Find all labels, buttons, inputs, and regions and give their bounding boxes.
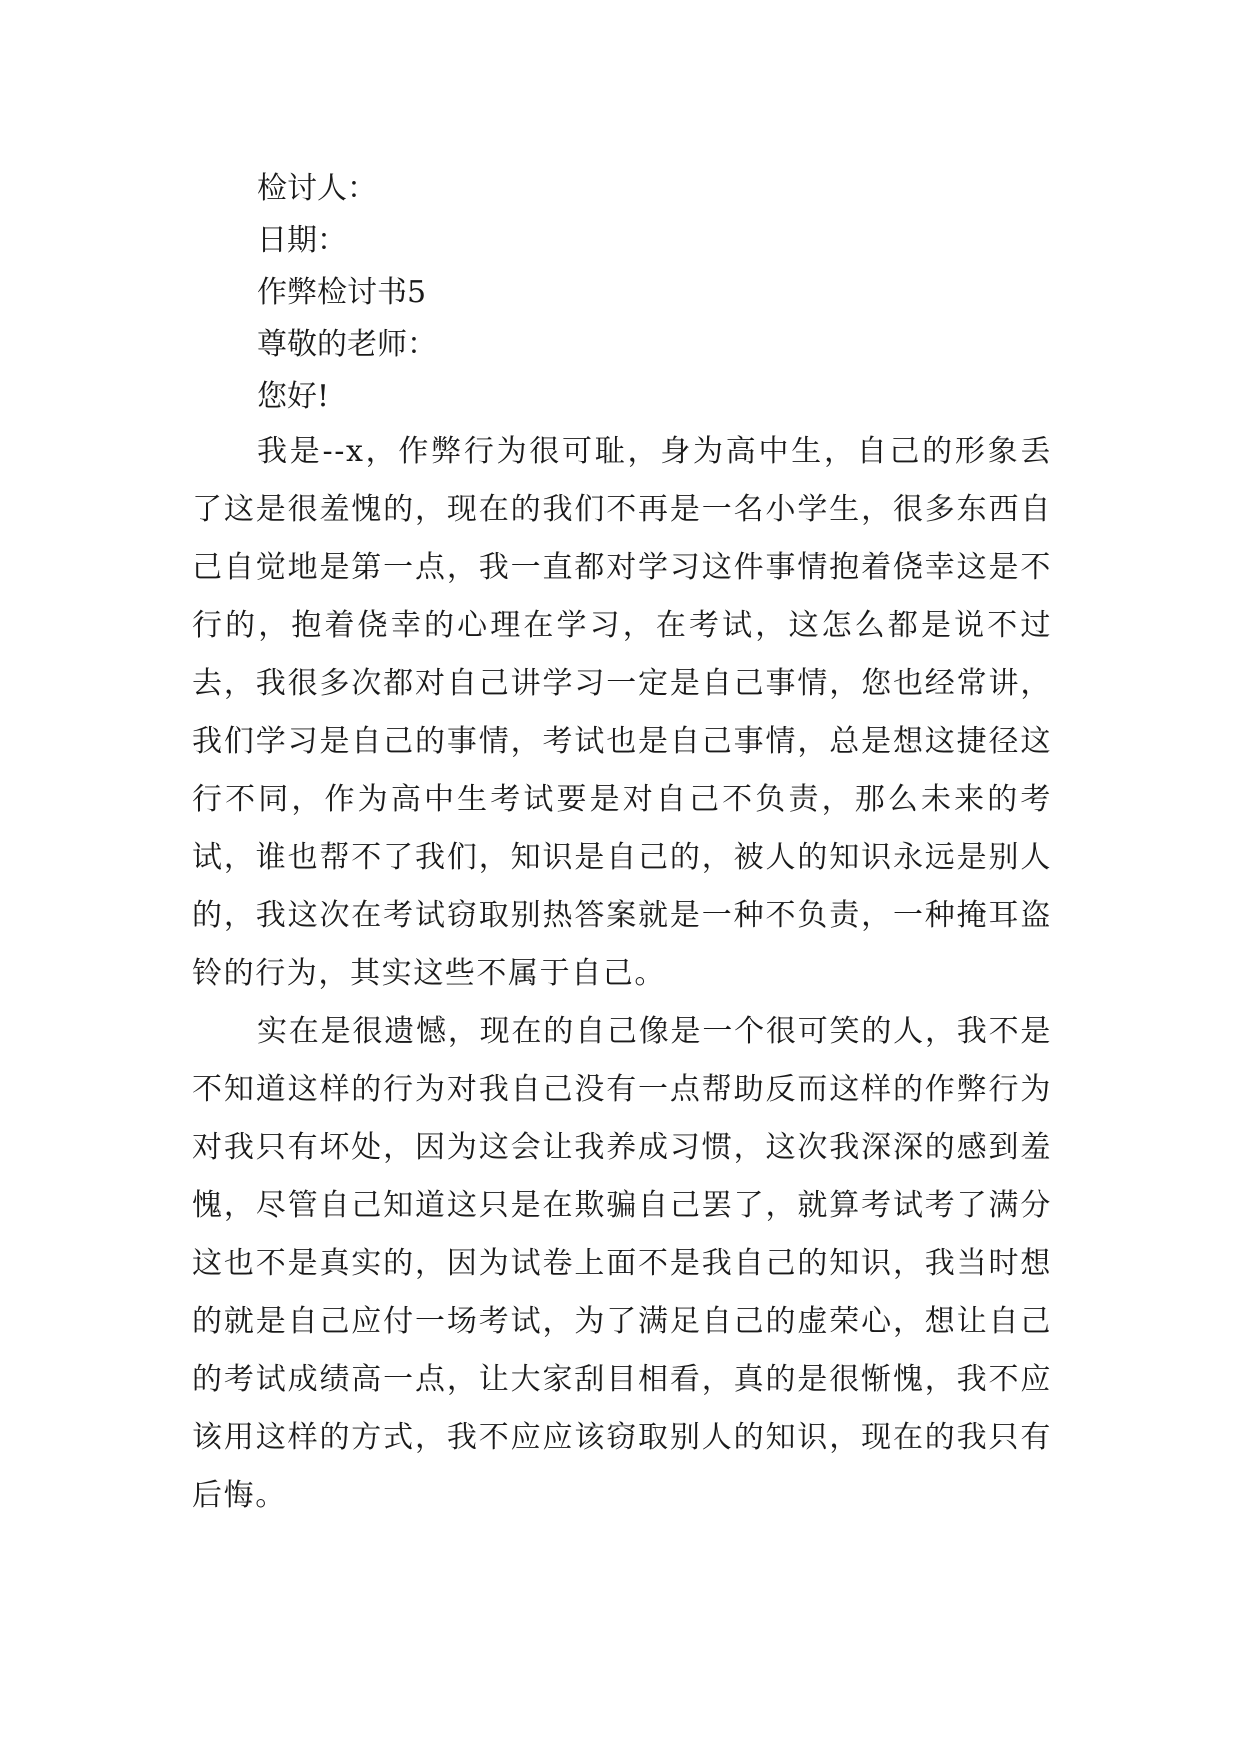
greeting: 您好! bbox=[257, 379, 330, 414]
paragraph-1: 我是--x，作弊行为很可耻，身为高中生，自己的形象丢了这是很羞愧的，现在的我们不再是一名小学生，很多东西自己自觉地是第一点，我一直都对学习这件事情抱着侥幸这是不行的，抱着侥幸的心理在学习，在考试，这怎么都是说不过去，我很多次都对自己讲学习一定是自己事情，您也经常讲，我们学习是自己的事情，考试也是自己事情，总是想这捷径这行不同，作为高中生考试要是对自己不负责，那么未来的考试，谁也帮不了我们，知识是自己的，被人的知识永远是别人的，我这次在考试窃取别热答案就是一种不负责，一种掩耳盗铃的行为，其实这些不属于自己。 bbox=[192, 434, 1052, 991]
salutation: 尊敬的老师： bbox=[257, 327, 437, 362]
paragraph-2: 实在是很遗憾，现在的自己像是一个很可笑的人，我不是不知道这样的行为对我自己没有一点帮助反而这样的作弊行为对我只有坏处，因为这会让我养成习惯，这次我深深的感到羞愧，尽管自己知道这只是在欺骗自己罢了，就算考试考了满分这也不是真实的，因为试卷上面不是我自己的知识，我当时想的就是自己应付一场考试，为了满足自己的虚荣心，想让自己的考试成绩高一点，让大家刮目相看，真的是很惭愧，我不应该用这样的方式，我不应应该窃取别人的知识，现在的我只有后悔。 bbox=[192, 1014, 1052, 1513]
reviewer-line: 检讨人： bbox=[257, 171, 377, 206]
document-body bbox=[192, 163, 1052, 1525]
section-title: 作弊检讨书5 bbox=[257, 275, 427, 310]
date-line: 日期： bbox=[257, 223, 347, 258]
